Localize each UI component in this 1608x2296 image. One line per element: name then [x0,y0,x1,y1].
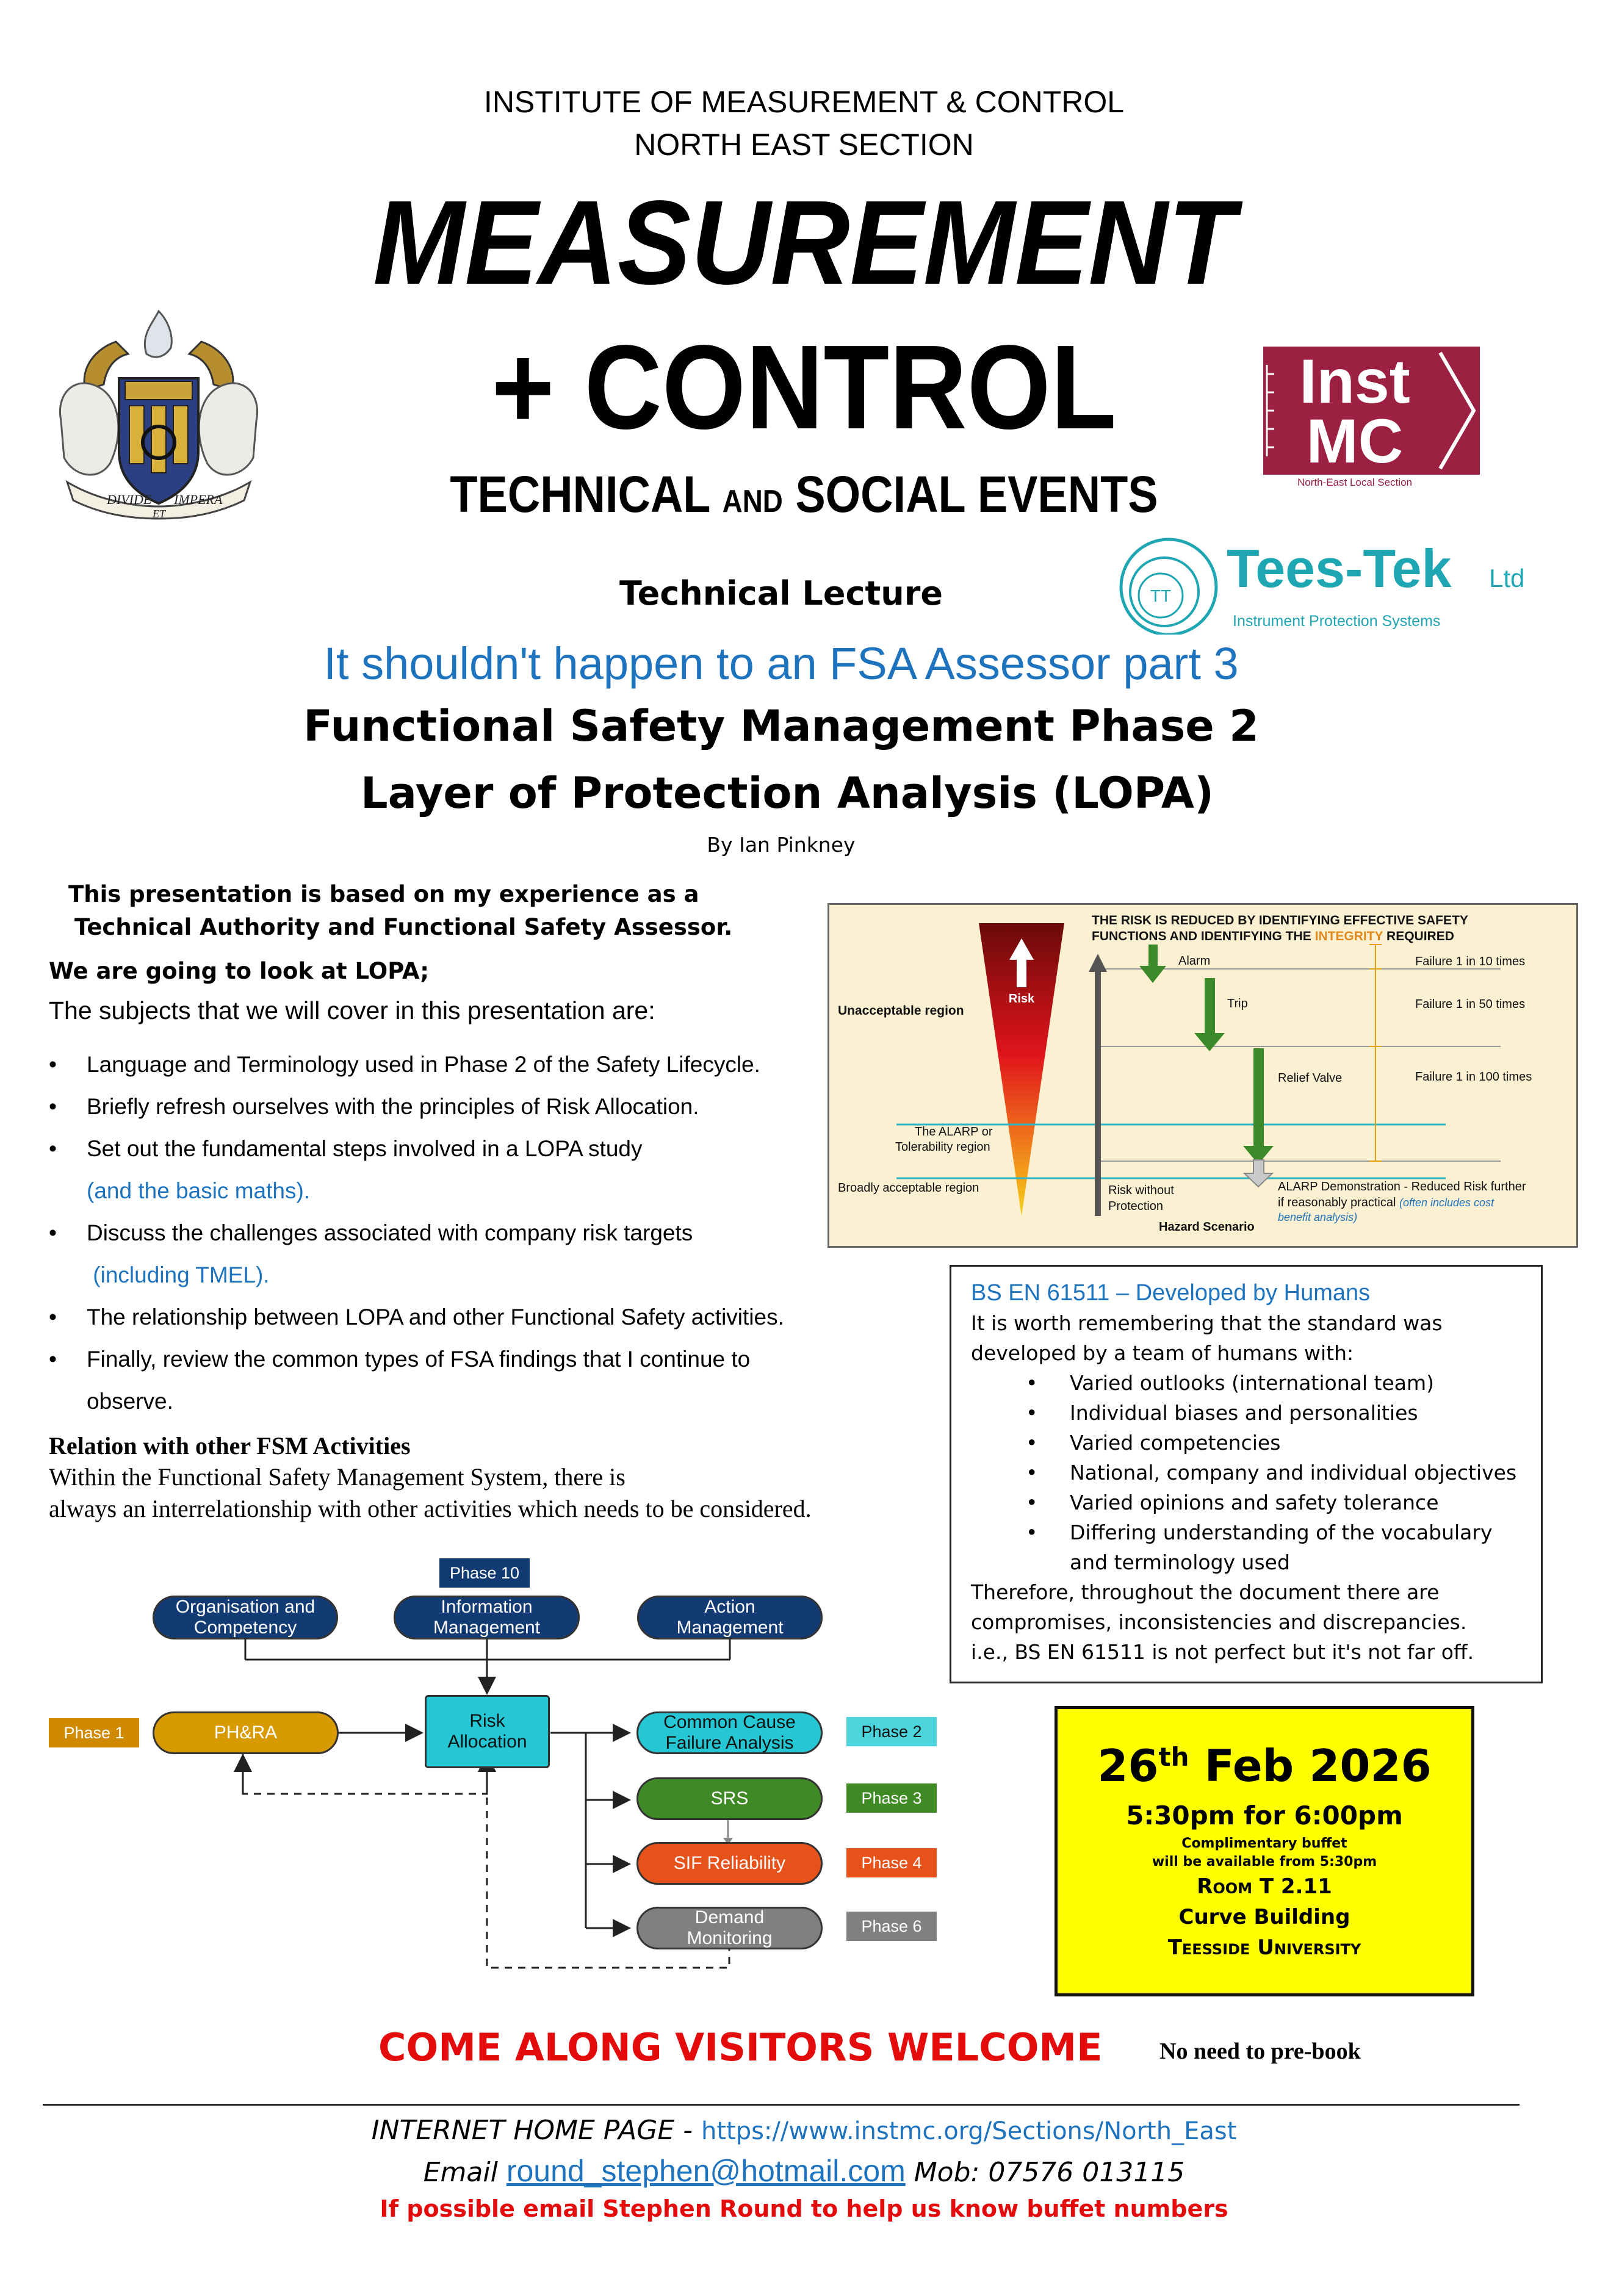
bs-box-bullet-continuation: and terminology used [1070,1550,1290,1574]
relation-heading: Relation with other FSM Activities [49,1432,411,1459]
subjects-list [49,1043,854,1422]
tees-tek-mark: TT [1150,586,1172,605]
intro-line2: Technical Authority and Functional Safety Assessor. [74,914,733,940]
list-item: • Set out the fundamental steps involved in a LOPA study (and the basic maths). [49,1128,854,1212]
alarp-region-line1: The ALARP or [915,1125,993,1139]
trip-arrow [1194,978,1225,1051]
no-prebook: No need to pre-book [1159,2039,1361,2064]
main-title-measurement: MEASUREMENT [373,176,1235,309]
alarm-label: Alarm [1178,954,1211,968]
trip-label: Trip [1227,997,1248,1010]
lecture-author: By Ian Pinkney [707,833,856,857]
fsm-flow-diagram [37,1550,952,1971]
relation-line1: Within the Functional Safety Management System, there is [49,1463,626,1491]
relief-valve-label: Relief Valve [1278,1071,1343,1085]
phase-6-tag: Phase 6 [846,1912,937,1941]
alarp-demo-note2: benefit analysis) [1278,1211,1358,1223]
instmc-text-mc: MC [1306,406,1404,476]
unacceptable-region: Unacceptable region [838,1004,964,1018]
phase-2-tag: Phase 2 [846,1717,937,1746]
list-item: • Language and Terminology used in Phase 2 of the Safety Lifecycle. [49,1043,854,1085]
tees-tek-suffix: Ltd [1489,564,1525,592]
buffet-line1: Complimentary buffet [1181,1836,1347,1851]
bs-box-list [971,1368,1521,1547]
phase-1-tag: Phase 1 [49,1718,139,1747]
phase-10-tag: Phase 10 [439,1558,530,1588]
organisation-competency-node: Organisation and Competency [153,1596,338,1639]
buffet-note: If possible email Stephen Round to help us know buffet numbers [380,2195,1228,2222]
bs-box-outro2: compromises, inconsistencies and discrepancies. [971,1610,1467,1634]
list-item: • The relationship between LOPA and other Functional Safety activities. [49,1296,854,1338]
instmc-logo [1263,347,1480,488]
failure-1-in-10: Failure 1 in 10 times [1415,955,1526,968]
failure-1-in-50: Failure 1 in 50 times [1415,998,1526,1011]
risk-without-protection-arrow [1089,954,1107,1216]
main-title-control: + CONTROL [491,320,1117,454]
instmc-subtitle: North-East Local Section [1297,477,1413,488]
phase-4-tag: Phase 4 [846,1848,937,1877]
demand-monitoring-node: Demand Monitoring [636,1907,823,1949]
event-building: Curve Building [1178,1905,1350,1929]
lecture-title-line2: Layer of Protection Analysis (LOPA) [361,768,1214,818]
tees-tek-tagline: Instrument Protection Systems [1233,613,1441,630]
bs-box-intro1: It is worth remembering that the standard was [971,1311,1443,1335]
bs-box-intro2: developed by a team of humans with: [971,1341,1354,1365]
action-management-node: Action Management [637,1596,823,1639]
institute-crest-logo [49,299,269,531]
list-item: • Finally, review the common types of FSA findings that I continue to observe. [49,1338,854,1422]
events-heading: TECHNICAL AND SOCIAL EVENTS [450,466,1158,523]
failure-1-in-100: Failure 1 in 100 times [1415,1070,1532,1084]
list-item: • Briefly refresh ourselves with the principles of Risk Allocation. [49,1085,854,1128]
risk-allocation-node: Risk Allocation [425,1695,550,1768]
section-name: NORTH EAST SECTION [634,128,974,162]
home-page-line: INTERNET HOME PAGE - https://www.instmc.org/Sections/North_East [371,2115,1237,2146]
phase-3-tag: Phase 3 [846,1783,937,1813]
event-university: Teesside University [1167,1935,1361,1960]
list-item: • Differing understanding of the vocabulary [971,1517,1521,1547]
relation-line2: always an interrelationship with other activities which needs to be considered. [49,1495,812,1522]
list-item: • Individual biases and personalities [971,1398,1521,1428]
subjects-intro: The subjects that we will cover in this presentation are: [49,996,655,1024]
bs-box-title: BS EN 61511 – Developed by Humans [971,1280,1371,1306]
common-cause-failure-node: Common Cause Failure Analysis [636,1711,823,1754]
crest-motto-right: IMPERA [174,492,223,507]
list-item: • Varied opinions and safety tolerance [971,1488,1521,1517]
technical-lecture-label: Technical Lecture [619,574,943,613]
crest-motto-bottom: ET [153,508,166,520]
risk-without-line1: Risk without [1108,1184,1174,1197]
list-item: • National, company and individual objectives [971,1458,1521,1488]
list-item: • Varied outlooks (international team) [971,1368,1521,1398]
visitors-welcome: COME ALONG VISITORS WELCOME [378,2025,1103,2070]
relief-valve-arrow [1243,1048,1274,1164]
lopa-heading: We are going to look at LOPA; [49,958,430,984]
broadly-acceptable: Broadly acceptable region [838,1181,979,1195]
alarp-region-line2: Tolerability region [895,1140,990,1154]
bs-box-outro1: Therefore, throughout the document there are [971,1580,1440,1604]
email-link[interactable]: round_stephen@hotmail.com [506,2154,906,2188]
alarm-arrow [1139,945,1166,983]
intro-line1: This presentation is based on my experience as a [68,881,699,907]
lecture-subtitle: It shouldn't happen to an FSA Assessor part 3 [323,638,1239,689]
instmc-text-inst: Inst [1299,347,1410,416]
risk-without-line2: Protection [1108,1200,1164,1213]
bs-en-61511-box [950,1265,1543,1683]
lecture-title-line1: Functional Safety Management Phase 2 [303,701,1259,751]
crest-motto-left: DIVIDE [107,492,152,507]
event-room: Room T 2.11 [1197,1874,1332,1899]
risk-reduction-diagram [827,903,1578,1248]
alarp-demo-line1: ALARP Demonstration - Reduced Risk further [1278,1180,1526,1193]
information-management-node: Information Management [394,1596,580,1639]
list-item: • Discuss the challenges associated with company risk targets (including TMEL). [49,1212,854,1296]
bs-box-outro3: i.e., BS EN 61511 is not perfect but it's not far off. [971,1640,1474,1664]
footer-divider [43,2104,1520,2106]
diagram-heading-line1: THE RISK IS REDUCED BY IDENTIFYING EFFECTIVE SAFETY [1092,913,1468,927]
event-date: 26th Feb 2026 [1097,1740,1432,1791]
contact-line: Email round_stephen@hotmail.com Mob: 07576 013115 [423,2154,1185,2188]
diagram-heading-line2: FUNCTIONS AND IDENTIFYING THE INTEGRITY REQUIRED [1092,929,1454,943]
hazard-scenario: Hazard Scenario [1159,1220,1255,1234]
sif-reliability-node: SIF Reliability [636,1842,823,1885]
alarp-demo-arrow [1244,1160,1272,1187]
alarp-demo-line2: if reasonably practical (often includes cost [1278,1196,1494,1209]
buffet-line2: will be available from 5:30pm [1152,1854,1377,1870]
event-details-box [1055,1706,1474,1996]
tees-tek-name: Tees-Tek [1227,538,1452,599]
institute-name: INSTITUTE OF MEASUREMENT & CONTROL [483,85,1125,119]
home-page-link[interactable]: https://www.instmc.org/Sections/North_East [701,2117,1237,2145]
risk-label: Risk [1008,992,1035,1006]
list-item: • Varied competencies [971,1428,1521,1458]
phra-node: PH&RA [153,1711,339,1754]
event-time: 5:30pm for 6:00pm [1126,1801,1403,1830]
srs-node: SRS [636,1777,823,1820]
